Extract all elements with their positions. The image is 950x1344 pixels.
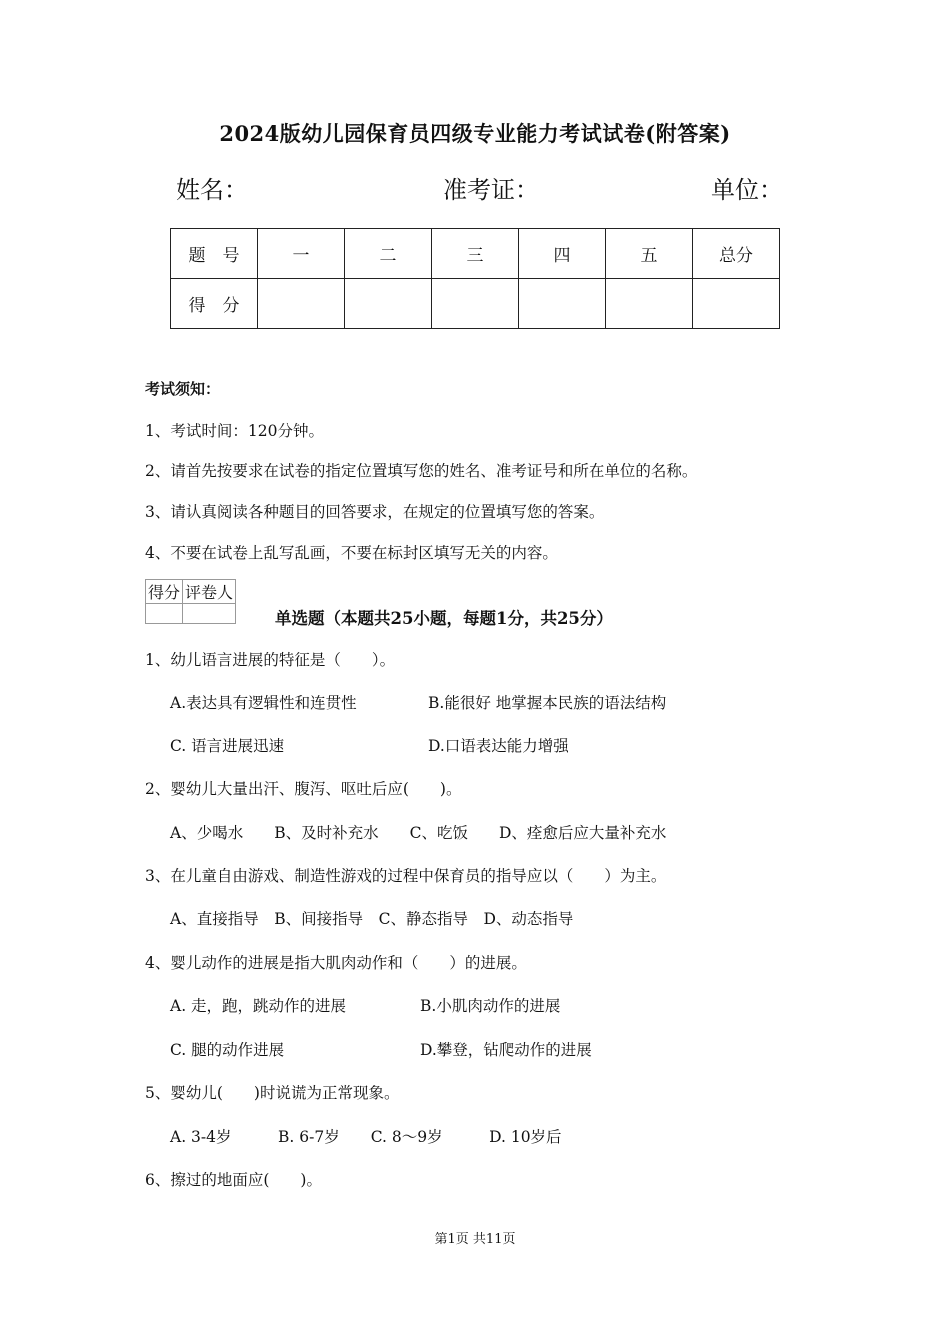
exam-title: 2024版幼儿园保育员四级专业能力考试试卷(附答案) <box>219 121 731 146</box>
question-stem: 3、在儿童自由游戏、制造性游戏的过程中保育员的指导应以（ ）为主。 <box>145 867 667 885</box>
score-table-header-cell: 五 <box>606 229 693 279</box>
grader-box <box>145 579 236 624</box>
unit-field-label: 单位： <box>711 176 783 204</box>
score-table-header-cell: 四 <box>519 229 606 279</box>
question-stem: 6、擦过的地面应( )。 <box>145 1171 322 1189</box>
option-b: B.小肌肉动作的进展 <box>420 997 561 1015</box>
score-table-header-cell: 总分 <box>693 229 780 279</box>
score-cell[interactable] <box>606 279 693 329</box>
score-table-header-cell: 题 号 <box>171 229 258 279</box>
notice-item: 1、考试时间：120分钟。 <box>145 422 324 440</box>
score-cell[interactable] <box>693 279 780 329</box>
grader-name-label: 评卷人 <box>183 580 236 604</box>
notice-item: 2、请首先按要求在试卷的指定位置填写您的姓名、准考证号和所在单位的名称。 <box>145 462 698 480</box>
score-cell[interactable] <box>345 279 432 329</box>
score-cell[interactable] <box>258 279 345 329</box>
option-d: D.口语表达能力增强 <box>428 737 569 755</box>
grader-score-cell[interactable] <box>146 604 183 624</box>
page-footer: 第1页 共11页 <box>434 1232 516 1247</box>
score-cell[interactable] <box>519 279 606 329</box>
score-table-header-cell: 二 <box>345 229 432 279</box>
question-options: A、直接指导 B、间接指导 C、静态指导 D、动态指导 <box>170 910 574 928</box>
option-c: C. 腿的动作进展 <box>170 1041 285 1059</box>
exam-id-field-label: 准考证： <box>443 176 539 204</box>
score-row-label: 得 分 <box>171 279 258 329</box>
score-table <box>170 228 780 329</box>
notice-item: 3、请认真阅读各种题目的回答要求，在规定的位置填写您的答案。 <box>145 503 605 521</box>
score-table-score-row <box>171 279 780 329</box>
option-d: D.攀登，钻爬动作的进展 <box>420 1041 592 1059</box>
score-table-header-row <box>171 229 780 279</box>
option-a: A. 走，跑，跳动作的进展 <box>170 997 347 1015</box>
question-stem: 5、婴幼儿( )时说谎为正常现象。 <box>145 1084 400 1102</box>
option-b: B.能很好 地掌握本民族的语法结构 <box>428 694 667 712</box>
question-stem: 1、幼儿语言进展的特征是（ ）。 <box>145 651 396 669</box>
question-options: A、少喝水 B、及时补充水 C、吃饭 D、痊愈后应大量补充水 <box>170 824 667 842</box>
option-a: A.表达具有逻辑性和连贯性 <box>170 694 357 712</box>
question-stem: 2、婴幼儿大量出汗、腹泻、呕吐后应( )。 <box>145 780 462 798</box>
option-c: C. 语言进展迅速 <box>170 737 285 755</box>
question-options: A. 3-4岁 B. 6-7岁 C. 8～9岁 D. 10岁后 <box>170 1128 562 1146</box>
score-table-header-cell: 三 <box>432 229 519 279</box>
notice-heading: 考试须知： <box>145 380 221 398</box>
score-table-header-cell: 一 <box>258 229 345 279</box>
section-title: 单选题（本题共25小题，每题1分，共25分） <box>275 609 613 628</box>
score-cell[interactable] <box>432 279 519 329</box>
grader-name-cell[interactable] <box>183 604 236 624</box>
notice-item: 4、不要在试卷上乱写乱画，不要在标封区填写无关的内容。 <box>145 544 558 562</box>
question-stem: 4、婴儿动作的进展是指大肌肉动作和（ ）的进展。 <box>145 954 527 972</box>
grader-score-label: 得分 <box>146 580 183 604</box>
name-field-label: 姓名： <box>176 176 248 204</box>
